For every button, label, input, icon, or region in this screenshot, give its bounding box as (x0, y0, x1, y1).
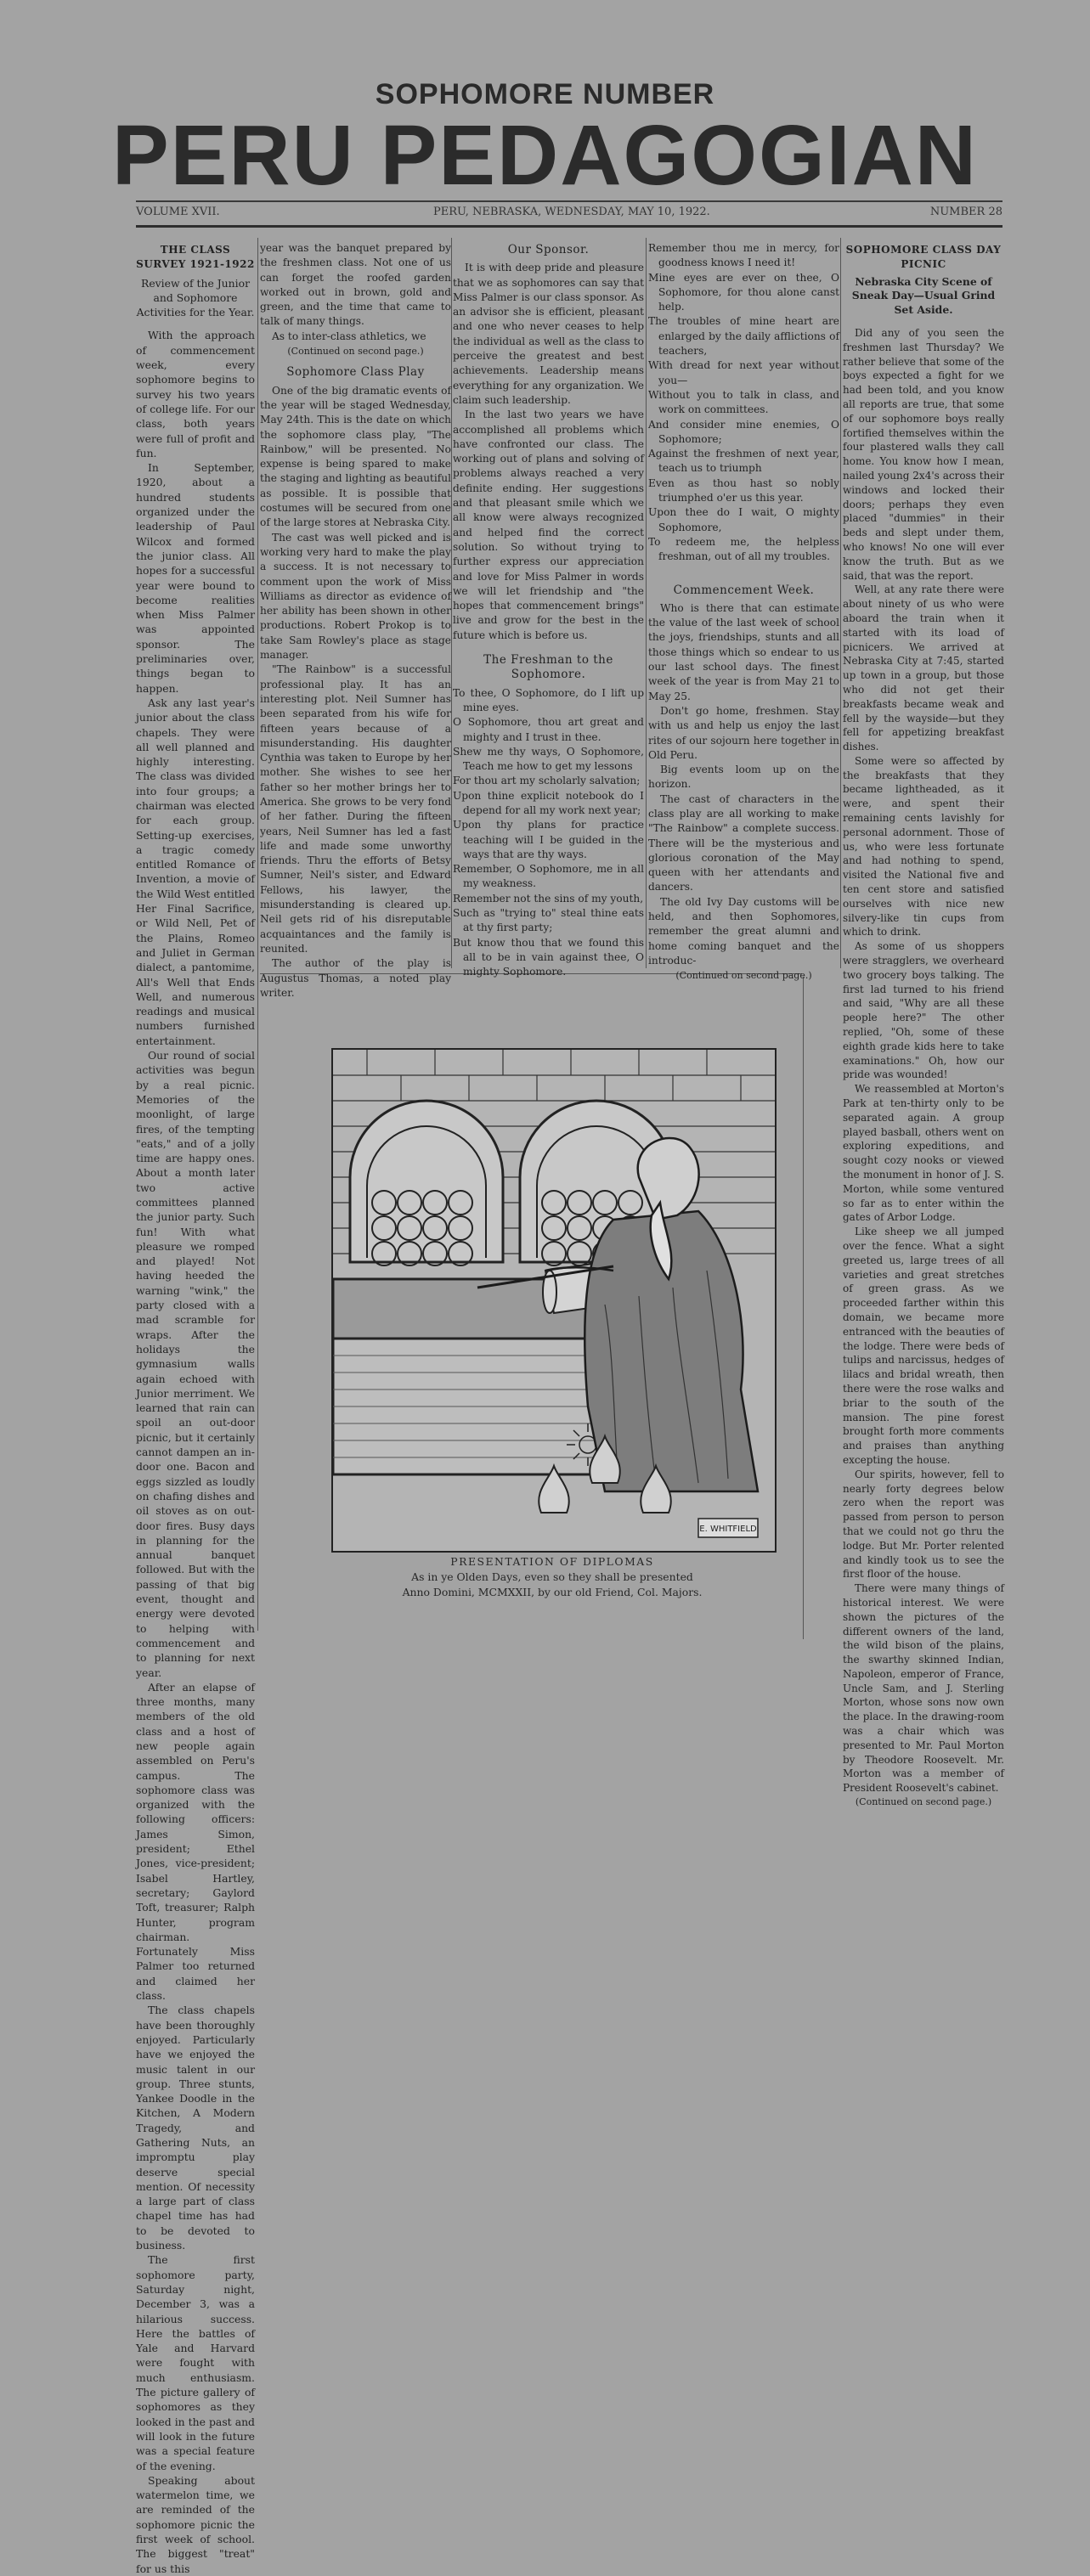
article-class-survey (136, 241, 255, 2575)
paragraph: Like sheep we all jumped over the fence. What a sight greeted us, large trees of all varieties and great stretches of green grass. As we proceeded farther within this domain, we became more entranced with the beauties of the lodge. There were beds of tulips and narcissus, hedges of lilacs and bridal wreath, then there were the rose walks and briar to the south of the mansion. The pine forest brought forth more comments and praises than anything excepting the house. (843, 1226, 1004, 1466)
illustration-presentation-of-diplomas (331, 1048, 777, 1553)
paragraph: Our round of social activities was begun by a real picnic. Memories of the moonlight, of large fires, of the tempting "eats," and of a jolly time are happy ones. About a month later two active committees planned the junior party. Such fun! With what pleasure we romped and played! Not having heeded the warning "wink," the party closed with a mad scramble for wraps. After the holidays the gymnasium walls again echoed with Junior merriment. We learned that rain can spoil an out-door picnic, but it certainly cannot dampen an in-door one. Bacon and eggs sizzled as loudly on chafing dishes and oil stoves as on out-door fires. Busy days in planning for the annual banquet followed. But with the passing of that big event, thought and energy were devoted to helping with commencement and to planning for next year. (136, 1049, 255, 1679)
poem-verse (453, 686, 644, 980)
paragraph: "The Rainbow" is a successful professional play. It has an interesting plot. Neil Sumner has been separated from his wife for fifteen years because of a misunderstanding. His daughter Cynthia was taken to Europe by her mother. She wishes to see her father so her mother brings her to America. She grows to be very fond of her father. During the fifteen years, Neil Sumner has led a fast life and made some unworthy friends. Thru the efforts of Betsy Sumner, Neil's sister, and Edward Fellows, his lawyer, the misunderstanding is cleared up. Neil gets rid of his disreputable acquaintances and the family is reunited. (260, 663, 451, 955)
article-headline: THE CLASS SURVEY 1921-1922 (136, 244, 255, 271)
column-2 (260, 241, 451, 999)
verse-line: Remember, O Sophomore, me in all my weakness. (453, 863, 644, 890)
article-subhead: Review of the Junior and Sophomore Activities for the Year. (136, 276, 255, 319)
paragraph: We reassembled at Morton's Park at ten-thirty only to be separated again. A group played basball, others went on exploring expeditions, and sought cozy nooks or viewed the monument in honor of J. S. Morton, while some ventured so far as to enter within the gates of Arbor Lodge. (843, 1083, 1004, 1224)
column-rule (451, 238, 452, 968)
poem-title: The Freshman to the Sophomore. (483, 653, 613, 682)
verse-line: To redeem me, the helpless freshman, out of all my troubles. (648, 535, 839, 563)
article-headline: Our Sponsor. (507, 243, 590, 256)
caption-line: Anno Domini, MCMXXII, by our old Friend, Col. Majors. (402, 1586, 703, 1598)
paragraph: Speaking about watermelon time, we are reminded of the sophomore picnic the first week of school. The biggest "treat" for us this (136, 2473, 255, 2575)
paragraph: The cast of characters in the class play are all working to make "The Rainbow" a complete success. There will be the mysterious and glorious coronation of the May queen with her attendants and dancers. (648, 792, 839, 893)
masthead-rule-bottom (136, 225, 1002, 228)
volume-label: VOLUME XVII. (136, 206, 220, 218)
paragraph: Ask any last year's junior about the class chapels. They were all well planned and highly interesting. The class was divided into four groups; a chairman was elected for each group. Setting-up exercises, a tragic comedy entitled Romance of Invention, a movie of the Wild West entitled Her Final Sacrifice, or Wild Nell, Pet of the Plains, Romeo and Juliet in German dialect, a pantomime, All's Well that Ends Well, and numerous readings and musical numbers furnished entertainment. (136, 696, 255, 1047)
verse-line: Upon thee do I wait, O mighty Sophomore, (648, 506, 839, 533)
continued-note: (Continued on second page.) (855, 1796, 992, 1808)
article-class-day-picnic (843, 241, 1004, 1808)
masthead-rule-top (136, 200, 1002, 202)
verse-line: And consider mine enemies, O Sophomore; (648, 418, 839, 445)
illustration-drawing (333, 1050, 775, 1551)
column-3 (453, 241, 644, 978)
paragraph: The class chapels have been thoroughly enjoyed. Particularly have we enjoyed the music talent in our group. Three stunts, Yankee Doodle in the Kitchen, A Modern Tragedy, and Gathering Nuts, an impromptu play deserve special mention. Of necessity a large part of class chapel time has had to be devoted to business. (136, 2004, 255, 2252)
paragraph: The author of the play is Augustus Thomas, a noted play writer. (260, 957, 451, 999)
paragraph: The old Ivy Day customs will be held, and then Sophomores, remember the great alumni and home coming banquet and the introduc- (648, 895, 839, 967)
paragraph: Who is there that can estimate the value of the last week of school the joys, friendships, stunts and all those things which so endear to us our last school days. The finest week of the year is from May 21 to May 25. (648, 601, 839, 702)
continued-note: (Continued on second page.) (675, 970, 812, 982)
verse-line: Upon thy plans for practice teaching will I be guided in the ways that are thy ways. (453, 819, 644, 860)
column-rule (257, 238, 258, 1631)
paragraph: One of the big dramatic events of the year will be staged Wednesday, May 24th. This is the date on which the sophomore class play, "The Rainbow," will be presented. No expense is being spared to make the staging and lighting as beautiful as possible. It is possible that costumes will be secured from one of the large stores at Nebraska City. (260, 384, 451, 529)
paragraph: Did any of you seen the freshmen last Thursday? We rather believe that some of the boys expected a fight for we had been told, and you know all reports are true, that some of our sophomore boys really fortified themselves within the four plastered walls they call home. You know how I mean, nailed young 2x4's across their windows and locked their doors; perhaps they even placed "dummies" in their beds and slept under them, who knows! No one will ever know the truth. But as we said, that was the report. (843, 326, 1004, 582)
verse-line: Against the freshmen of next year, teach us to triumph (648, 448, 839, 475)
paragraph: The first sophomore party, Saturday night, December 3, was a hilarious success. Here the battles of Yale and Harvard were fought with much enthusiasm. The picture gallery of sophomores as they looked in the past and will look in the future was a special feature of the evening. (136, 2253, 255, 2472)
caption-line: As in ye Olden Days, even so they shall be presented (411, 1570, 693, 1583)
paragraph: The cast was well picked and is working very hard to make the play a success. It is not necessary to comment upon the work of Miss Williams as director as evidence of her ability has been shown in other productions. Robert Prokop is to take Sam Rowley's place as stage manager. (260, 531, 451, 662)
paragraph: There were many things of historical interest. We were shown the pictures of the different owners of the land, the wild bison of the plains, the swarthy skinned Indian, Napoleon, emperor of France, Uncle Sam, and J. Sterling Morton, whose sons now own the place. In the drawing-room was a chair which was presented to Mr. Paul Morton by Theodore Roosevelt. Mr. Morton was a member of President Roosevelt's cabinet. (843, 1582, 1004, 1795)
issue-number: NUMBER 28 (929, 206, 1002, 218)
paragraph: After an elapse of three months, many members of the old class and a host of new people again assembled on Peru's campus. The sophomore class was organized with the following officers: James Simon, president; Ethel Jones, vice-president; Isabel Hartley, secretary; Gaylord Toft, treasurer; Ralph Hunter, program chairman. Fortunately Miss Palmer too returned and claimed her class. (136, 1680, 255, 2003)
verse-line: Mine eyes are ever on thee, O Sophomore, for thou alone canst help. (648, 271, 839, 313)
paragraph: Some were so affected by the breakfasts that they became lightheaded, as it were, and spent their remaining cents lavishly for personal adornment. Those of us, who were less fortunate and had nothing to spend, visited the National five and ten cent store and satisfied ourselves with nice new silvery-like tin cups from which to drink. (843, 754, 1004, 939)
masthead-title: PERU PEDAGOGIAN (111, 108, 978, 203)
paragraph: Big events loom up on the horizon. (648, 764, 839, 791)
paragraph: With the approach of commencement week, every sophomore begins to survey his two years of college life. For our class, both years were full of profit and fun. (136, 329, 255, 459)
verse-line: Shew me thy ways, O Sophomore, Teach me how to get my lessons (453, 745, 644, 773)
place-date: PERU, NEBRASKA, WEDNESDAY, MAY 10, 1922. (433, 206, 710, 218)
article-subhead: Nebraska City Scene of Sneak Day—Usual Grind Set Aside. (851, 274, 996, 317)
caption-title: PRESENTATION OF DIPLOMAS (450, 1555, 654, 1568)
verse-line: Upon thine explicit notebook do I depend for all my work next year; (453, 789, 644, 816)
paragraph: In September, 1920, about a hundred students organized under the leadership of Paul Wilcox and formed the junior class. All hopes for a successful year were bound to become realities when Miss Palmer was appointed sponsor. The preliminaries over, things began to happen. (136, 461, 255, 695)
verse-line: O Sophomore, thou art great and mighty and I trust in thee. (453, 716, 644, 743)
paragraph: As some of us shoppers were stragglers, we overheard two grocery boys talking. The first lad turned to his friend and said, "Why are all these people here?" The other replied, "Oh, some of these eighth grade kids here to take examinations." Oh, how our pride was wounded! (843, 940, 1004, 1081)
verse-line: But know thou that we found this all to be in vain against thee, O mighty Sophomore. (453, 936, 644, 978)
continued-note: (Continued on second page.) (287, 346, 424, 358)
illustrator-signature: E. WHITFIELD (699, 1525, 757, 1534)
paragraph: As to inter-class athletics, we (272, 330, 426, 342)
paragraph: In the last two years we have accomplished all problems which have confronted our class. The working out of plans and solving of problems always reached a very definite ending. Her suggestions and that pleasant smile which we all know were always recognized and helped find the correct solution. So without trying to further express our appreciation and love for Miss Palmer in words we will let friendship and "the hopes that commencement brings" live and grow for the best in the future which is before us. (453, 409, 644, 641)
paragraph: Don't go home, freshmen. Stay with us and help us enjoy the last rites of our sojourn here together in Old Peru. (648, 704, 839, 761)
column-rule (646, 238, 647, 968)
article-headline: Sophomore Class Play (286, 365, 425, 380)
verse-line: Such as "trying to" steal thine eats at thy first party; (453, 907, 644, 934)
verse-line: Without you to talk in class, and work on committees. (648, 388, 839, 416)
article-headline: SOPHOMORE CLASS DAY PICNIC (845, 244, 1002, 270)
verse-line: Remember thou me in mercy, for goodness knows I need it! (648, 242, 839, 269)
illustration-caption (331, 1554, 773, 1600)
verse-line: To thee, O Sophomore, do I lift up mine eyes. (453, 686, 644, 713)
dateline (136, 206, 1002, 223)
verse-line: For thou art my scholarly salvation; (453, 775, 641, 787)
column-4 (648, 241, 839, 982)
article-headline: Commencement Week. (673, 583, 815, 597)
poem-verse (648, 241, 839, 565)
kicker-heading: SOPHOMORE NUMBER (375, 78, 715, 110)
paragraph: Our spirits, however, fell to nearly forty degrees below zero when the report was passed from person to person that we could not go thru the lodge. But Mr. Porter relented and kindly took us to see the first floor of the house. (843, 1468, 1004, 1581)
verse-line: With dread for next year without you— (648, 359, 839, 386)
column-rule (840, 238, 841, 968)
paragraph: It is with deep pride and pleasure that we as sophomores can say that Miss Palmer is our class sponsor. As an advisor she is efficient, pleasant and one who never ceases to help the individual as well as the class to perceive the greatest and best achievements. Leadership means everything for any organization. We claim such leadership. (453, 262, 644, 406)
column-rule (803, 977, 804, 1639)
paragraph: Well, at any rate there were about ninety of us who were aboard the train when it started with its load of picnicers. We arrived at Nebraska City at 7:45, started up town in a group, but those who did not get their breakfasts became weak and fell by the wayside—but they fell for appetizing breakfast dishes. (843, 583, 1004, 753)
verse-line: Remember not the sins of my youth, (453, 892, 644, 905)
paragraph: year was the banquet prepared by the freshmen class. Not one of us can forget the roofed garden worked out in brown, gold and green, and the time that came to talk of many things. (260, 242, 451, 328)
verse-line: Even as thou hast so nobly triumphed o'er us this year. (648, 476, 839, 504)
verse-line: The troubles of mine heart are enlarged by the daily afflictions of teachers, (648, 315, 839, 358)
